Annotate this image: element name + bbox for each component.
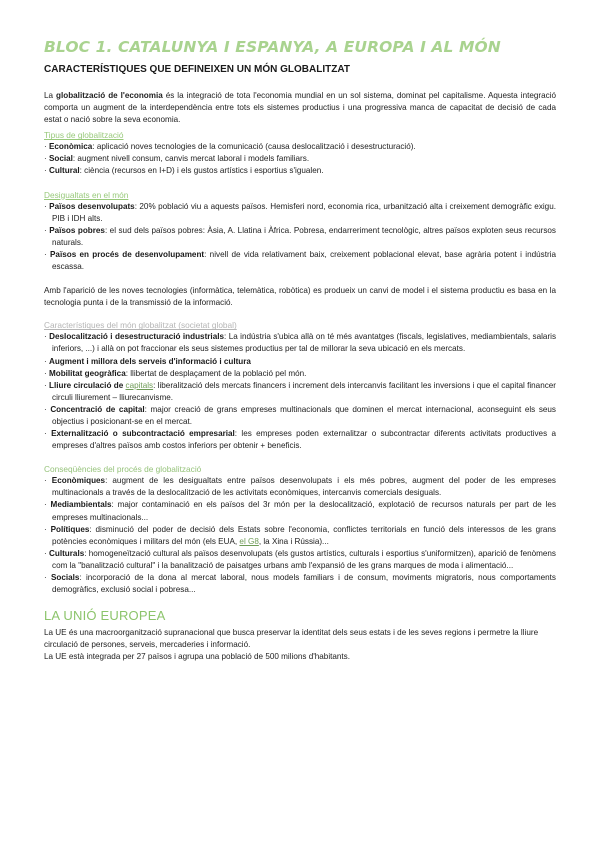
list-item: · Països en procés de desenvolupament: nivell de vida relativament baix, creixement poblacional elevat, base agrària potent i indústria escassa. xyxy=(44,249,557,272)
list-item: · Augment i millora dels serveis d'informació i cultura xyxy=(44,356,251,366)
consequencies-list xyxy=(44,475,556,596)
list-item: · Concentració de capital: major creació de grans empreses multinacionals que dominen el mercat internacional, aconseguint els seus objectius i posicionant-se en el mercat. xyxy=(44,404,556,426)
list-item: · Socials: incorporació de la dona al mercat laboral, nous models familiars i de consum, moviments migratoris, nous comportaments demogràfics, exclusió social i pobresa... xyxy=(44,573,556,595)
tech-paragraph: Amb l'aparició de les noves tecnologies (informàtica, telemàtica, robòtica) es produeix un canvi de model i el sistema productiu es basa en la tecnologia punta i de la transmissió de la informació. xyxy=(44,286,556,308)
list-item: · Lliure circulació de capitals: liberalització dels mercats financers i increment dels intercanvis facilitant les inversions i que el capital financer circuli lliurement – lliurecanvisme. xyxy=(44,380,556,402)
capitals-link[interactable]: capitals xyxy=(125,380,154,390)
ue-paragraph-1: La UE és una macroorganització supranacional que busca preservar la identitat dels seus estats i de les seves regions i permetre la lliure circulació de persones, serveis, mercaderies i informació. xyxy=(44,628,539,650)
ue-heading: LA UNIÓ EUROPEA xyxy=(44,608,166,624)
list-item: · Països pobres: el sud dels països pobres: Àsia, A. Llatina i Àfrica. Pobresa, endarreriment tecnològic, altres països exploten seus recursos naturals. xyxy=(44,225,556,247)
desigualtats-list xyxy=(44,201,556,274)
list-item: · Mediambientals: major contaminació en els països del 3r món per la deslocalització, explotació de recursos naturals per part de les empreses multinacionals... xyxy=(44,500,557,522)
list-item: · Polítiques: disminució del poder de decisió dels Estats sobre l'economia, conflictes territorials en funció dels interessos de les grans potències econòmiques i militars del món (els EUA, el G8, la Xina i Rússia)... xyxy=(44,524,556,546)
list-item: · Culturals: homogeneïtzació cultural als països desenvolupats (els gustos artístics, culturals i esportius s'uniformitzen), aparició de fenòmens com la "banalització cultural" i la banalització de paisatges urbans amb l'expansió de les grans marques de moda i alimentació... xyxy=(44,548,556,570)
list-item: · Països desenvolupats: 20% població viu a aquests països. Hemisferi nord, economia rica, urbanització alta i creixement demogràfic exigu. PIB i IDH alts. xyxy=(44,201,556,223)
ue-paragraph-2: La UE està integrada per 27 països i agrupa una població de 500 milions d'habitants. xyxy=(44,652,350,662)
desigualtats-heading: Desigualtats en el món xyxy=(44,189,129,200)
section-subtitle: CARACTERÍSTIQUES QUE DEFINEIXEN UN MÓN GLOBALITZAT xyxy=(44,64,350,75)
list-item: · Social: augment nivell consum, canvis mercat laboral i models familiars. xyxy=(44,154,310,164)
tipus-list xyxy=(44,141,556,177)
tipus-heading: Tipus de globalització xyxy=(44,130,124,141)
list-item: · Mobilitat geogràfica: llibertat de desplaçament de la població pel món. xyxy=(44,368,307,378)
intro-paragraph: La globalització de l'economia és la integració de tota l'economia mundial en un sol sistema, dominat pel capitalisme. Aquesta integració comporta un augment de la interdependència entre tots els sistemes productius i una progressiva manca de capacitat de decisió de cada estat o nació sobre la seva economia. xyxy=(44,91,556,125)
caracteristiques-list xyxy=(44,331,556,452)
g8-link[interactable]: el G8 xyxy=(239,536,259,546)
intro-term: globalització de l'economia xyxy=(56,91,163,100)
list-item: · Econòmiques: augment de les desigualtats entre països desenvolupats i els més pobres, augment del poder de les empreses multinacionals a través de la deslocalització de les activitats econòmiques, intercanvis comercials desiguals. xyxy=(44,476,556,498)
list-item: · Deslocalització i desestructuració industrials: La indústria s'ubica allà on té més avantatges (fiscals, legislatives, mediambientals, salaris inferiors, ...) i allà on pot fraccionar els seus sistemes productius per tal de millorar la seva ubicació en els mercats. xyxy=(44,332,557,354)
bloc-title: BLOC 1. CATALUNYA I ESPANYA, A EUROPA I AL MÓN xyxy=(44,38,501,56)
list-item: · Cultural: ciència (recursos en I+D) i els gustos artístics i esportius s'igualen. xyxy=(44,166,324,176)
list-item: · Econòmica: aplicació noves tecnologies de la comunicació (causa deslocalització i desestructuració). xyxy=(44,142,416,152)
caracteristiques-heading: Característiques del món globalitzat (societat global) xyxy=(44,320,237,331)
consequencies-heading: Conseqüències del procés de globalització xyxy=(44,464,202,475)
list-item: · Externalització o subcontractació empresarial: les empreses poden externalitzar o subcontractar diferents activitats productives a empreses d'altres països amb costos inferiors per obtenir + beneficis. xyxy=(44,429,557,451)
